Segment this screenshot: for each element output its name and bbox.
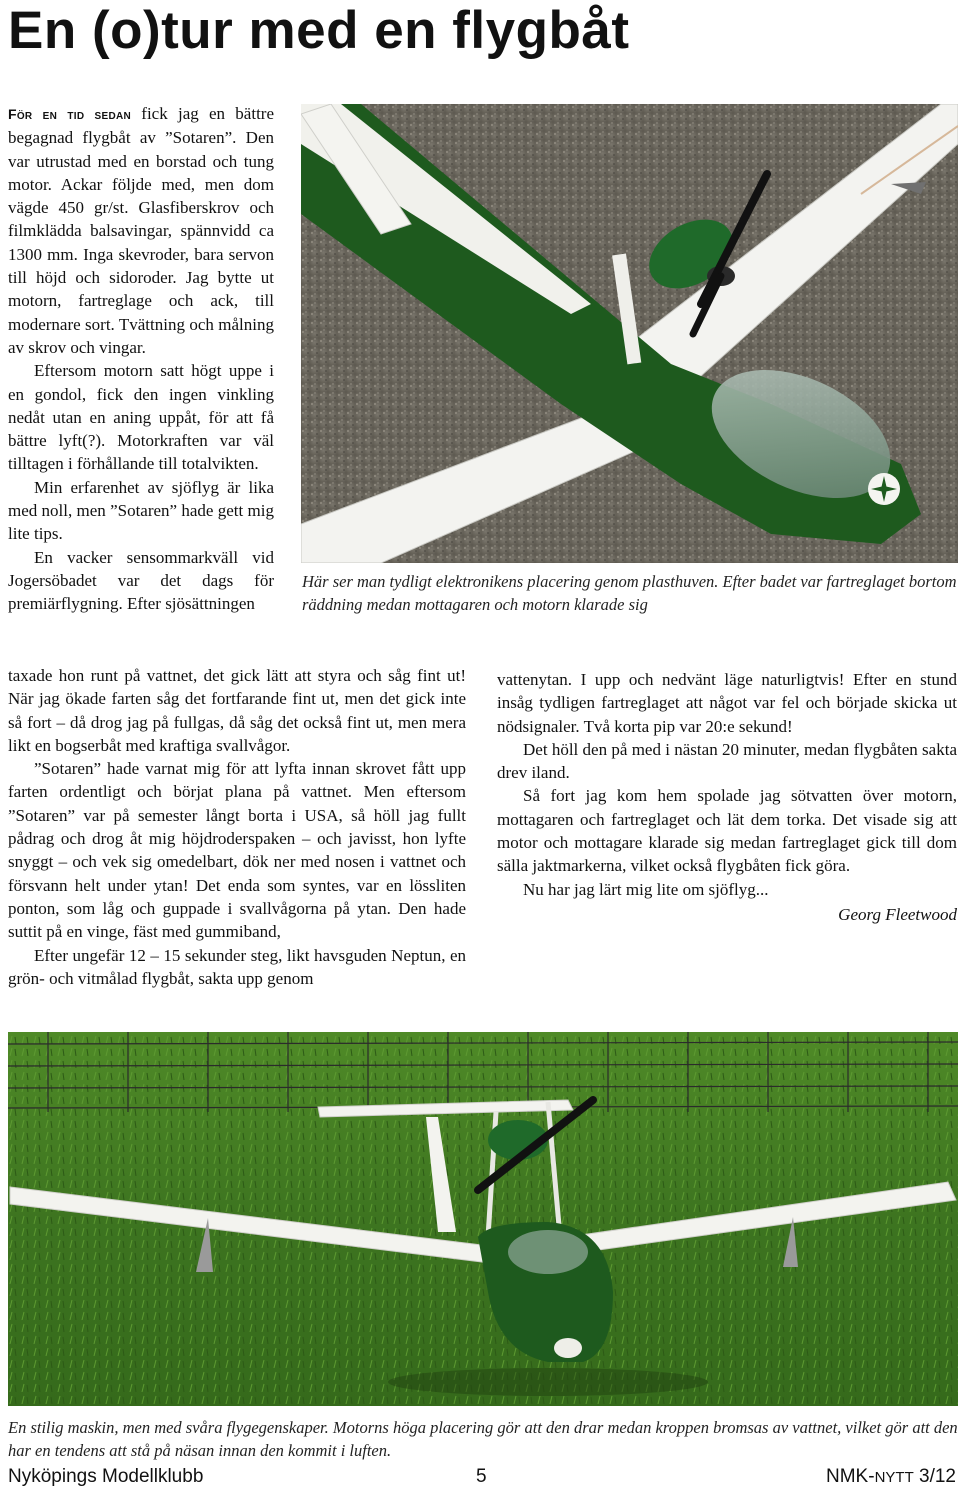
seaplane-closeup-photo: [301, 104, 958, 563]
issue-number: 3/12: [913, 1466, 956, 1487]
paragraph-6-cont: vattenytan. I upp och nedvänt läge naturligtvis! Efter en stund insåg tydligen fartreglaget att något var fel och började skicka ut nödsignaler. Två korta pip var 20:e sekund!: [497, 670, 957, 736]
magazine-issue: [826, 1466, 956, 1488]
paragraph-9: Nu har jag lärt mig lite om sjöflyg...: [523, 879, 769, 899]
right-column: [497, 668, 957, 926]
photo-caption-1: Här ser man tydligt elektronikens placering genom plasthuven. Efter badet var fartreglaget bortom räddning medan mottagaren och motorn klarade sig: [302, 572, 957, 614]
magazine-name-smallcaps: NYTT: [874, 1469, 914, 1486]
paragraph-8: Så fort jag kom hem spolade jag sötvatten över motorn, mottagaren och fartreglaget och lät dem torka. Det visade sig att motor och mottagare klarade sig medan fartreglaget gick till dom sälla jaktmarkerna, vilket också flygbåten fick göra.: [497, 786, 957, 876]
paragraph-7: Det höll den på med i nästan 20 minuter, medan flygbåten sakta drev iland.: [497, 739, 957, 783]
seaplane-grass-image: [8, 1032, 958, 1406]
club-name: Nyköpings Modellklubb: [8, 1466, 204, 1487]
seaplane-grass-photo: [8, 1032, 958, 1406]
paragraph-2: Eftersom motorn satt högt uppe i en gondol, fick den ingen vinkling nedåt utan en aning uppåt, för att få bättre lyft(?). Motorkraften var väl tilltagen i förhållande till totalvikten.: [8, 361, 274, 474]
seaplane-closeup-image: [301, 104, 958, 563]
page-number: 5: [476, 1466, 487, 1487]
paragraph-6: Efter ungefär 12 – 15 sekunder steg, likt havsguden Neptun, en grön- och vitmålad flygbåt, sakta upp genom: [8, 945, 466, 988]
left-column: [8, 102, 274, 616]
author-signature: Georg Fleetwood: [838, 904, 957, 924]
wide-column: [8, 664, 466, 990]
paragraph-3: Min erfarenhet av sjöflyg är lika med noll, men ”Sotaren” hade gett mig lite tips.: [8, 477, 274, 544]
lead-in: För en tid sedan: [8, 106, 132, 122]
page-footer: [8, 1466, 958, 1494]
paragraph-1-text: fick jag en bättre begagnad flygbåt av ”Sotaren”. Den var utrustad med en borstad och tung motor. Ackar följde med, men dom vägde 450 gr/st. Glasfiberskrov och filmklädda balsavingar, spännvidd ca 1300 mm. Inga skevroder, bara servon till höjd och sidoroder. Jag bytte ut motorn, fartreglage och ack, till modernare sort. Tvättning och målning av skrov och vingar.: [8, 104, 274, 357]
magazine-prefix: NMK-: [826, 1466, 875, 1487]
paragraph-5: ”Sotaren” hade varnat mig för att lyfta innan skrovet fått upp farten ordentligt och börjat plana på vattnet. Men eftersom ”Sotaren” var på semester långt borta i USA, så höll jag fullt pådrag och drog åt mig höjdroderspaken – och javisst, hon lyfte snyggt – och vek sig omedelbart, dök ner med nosen i vattnet och försvann helt under ytan! Det enda som syntes, var en lössliten ponton, som låg och guppade i svallvågorna på ytan. Den hade suttit på en vinge, fäst med gummiband,: [8, 759, 466, 942]
article-title: En (o)tur med en flygbåt: [8, 1, 630, 60]
paragraph-4: En vacker sensommarkväll vid Jogersöbadet var det dags för premiärflygning. Efter sjösättningen: [8, 547, 274, 614]
paragraph-4-cont: taxade hon runt på vattnet, det gick lätt att styra och såg fint ut! När jag ökade farten såg det fortfarande fint ut, men det gick inte så fort – då drog jag på fullgas, då såg det också fint ut, men mera likt en bogserbåt med kraftiga svallvågor.: [8, 666, 466, 755]
paragraph-1: [8, 102, 274, 359]
photo-caption-2: En stilig maskin, men med svåra flygegenskaper. Motorns höga placering gör att den drar medan kroppen bromsas av vattnet, vilket gör att den har en tendens att stå på näsan innan den kommit i luften.: [8, 1418, 958, 1460]
